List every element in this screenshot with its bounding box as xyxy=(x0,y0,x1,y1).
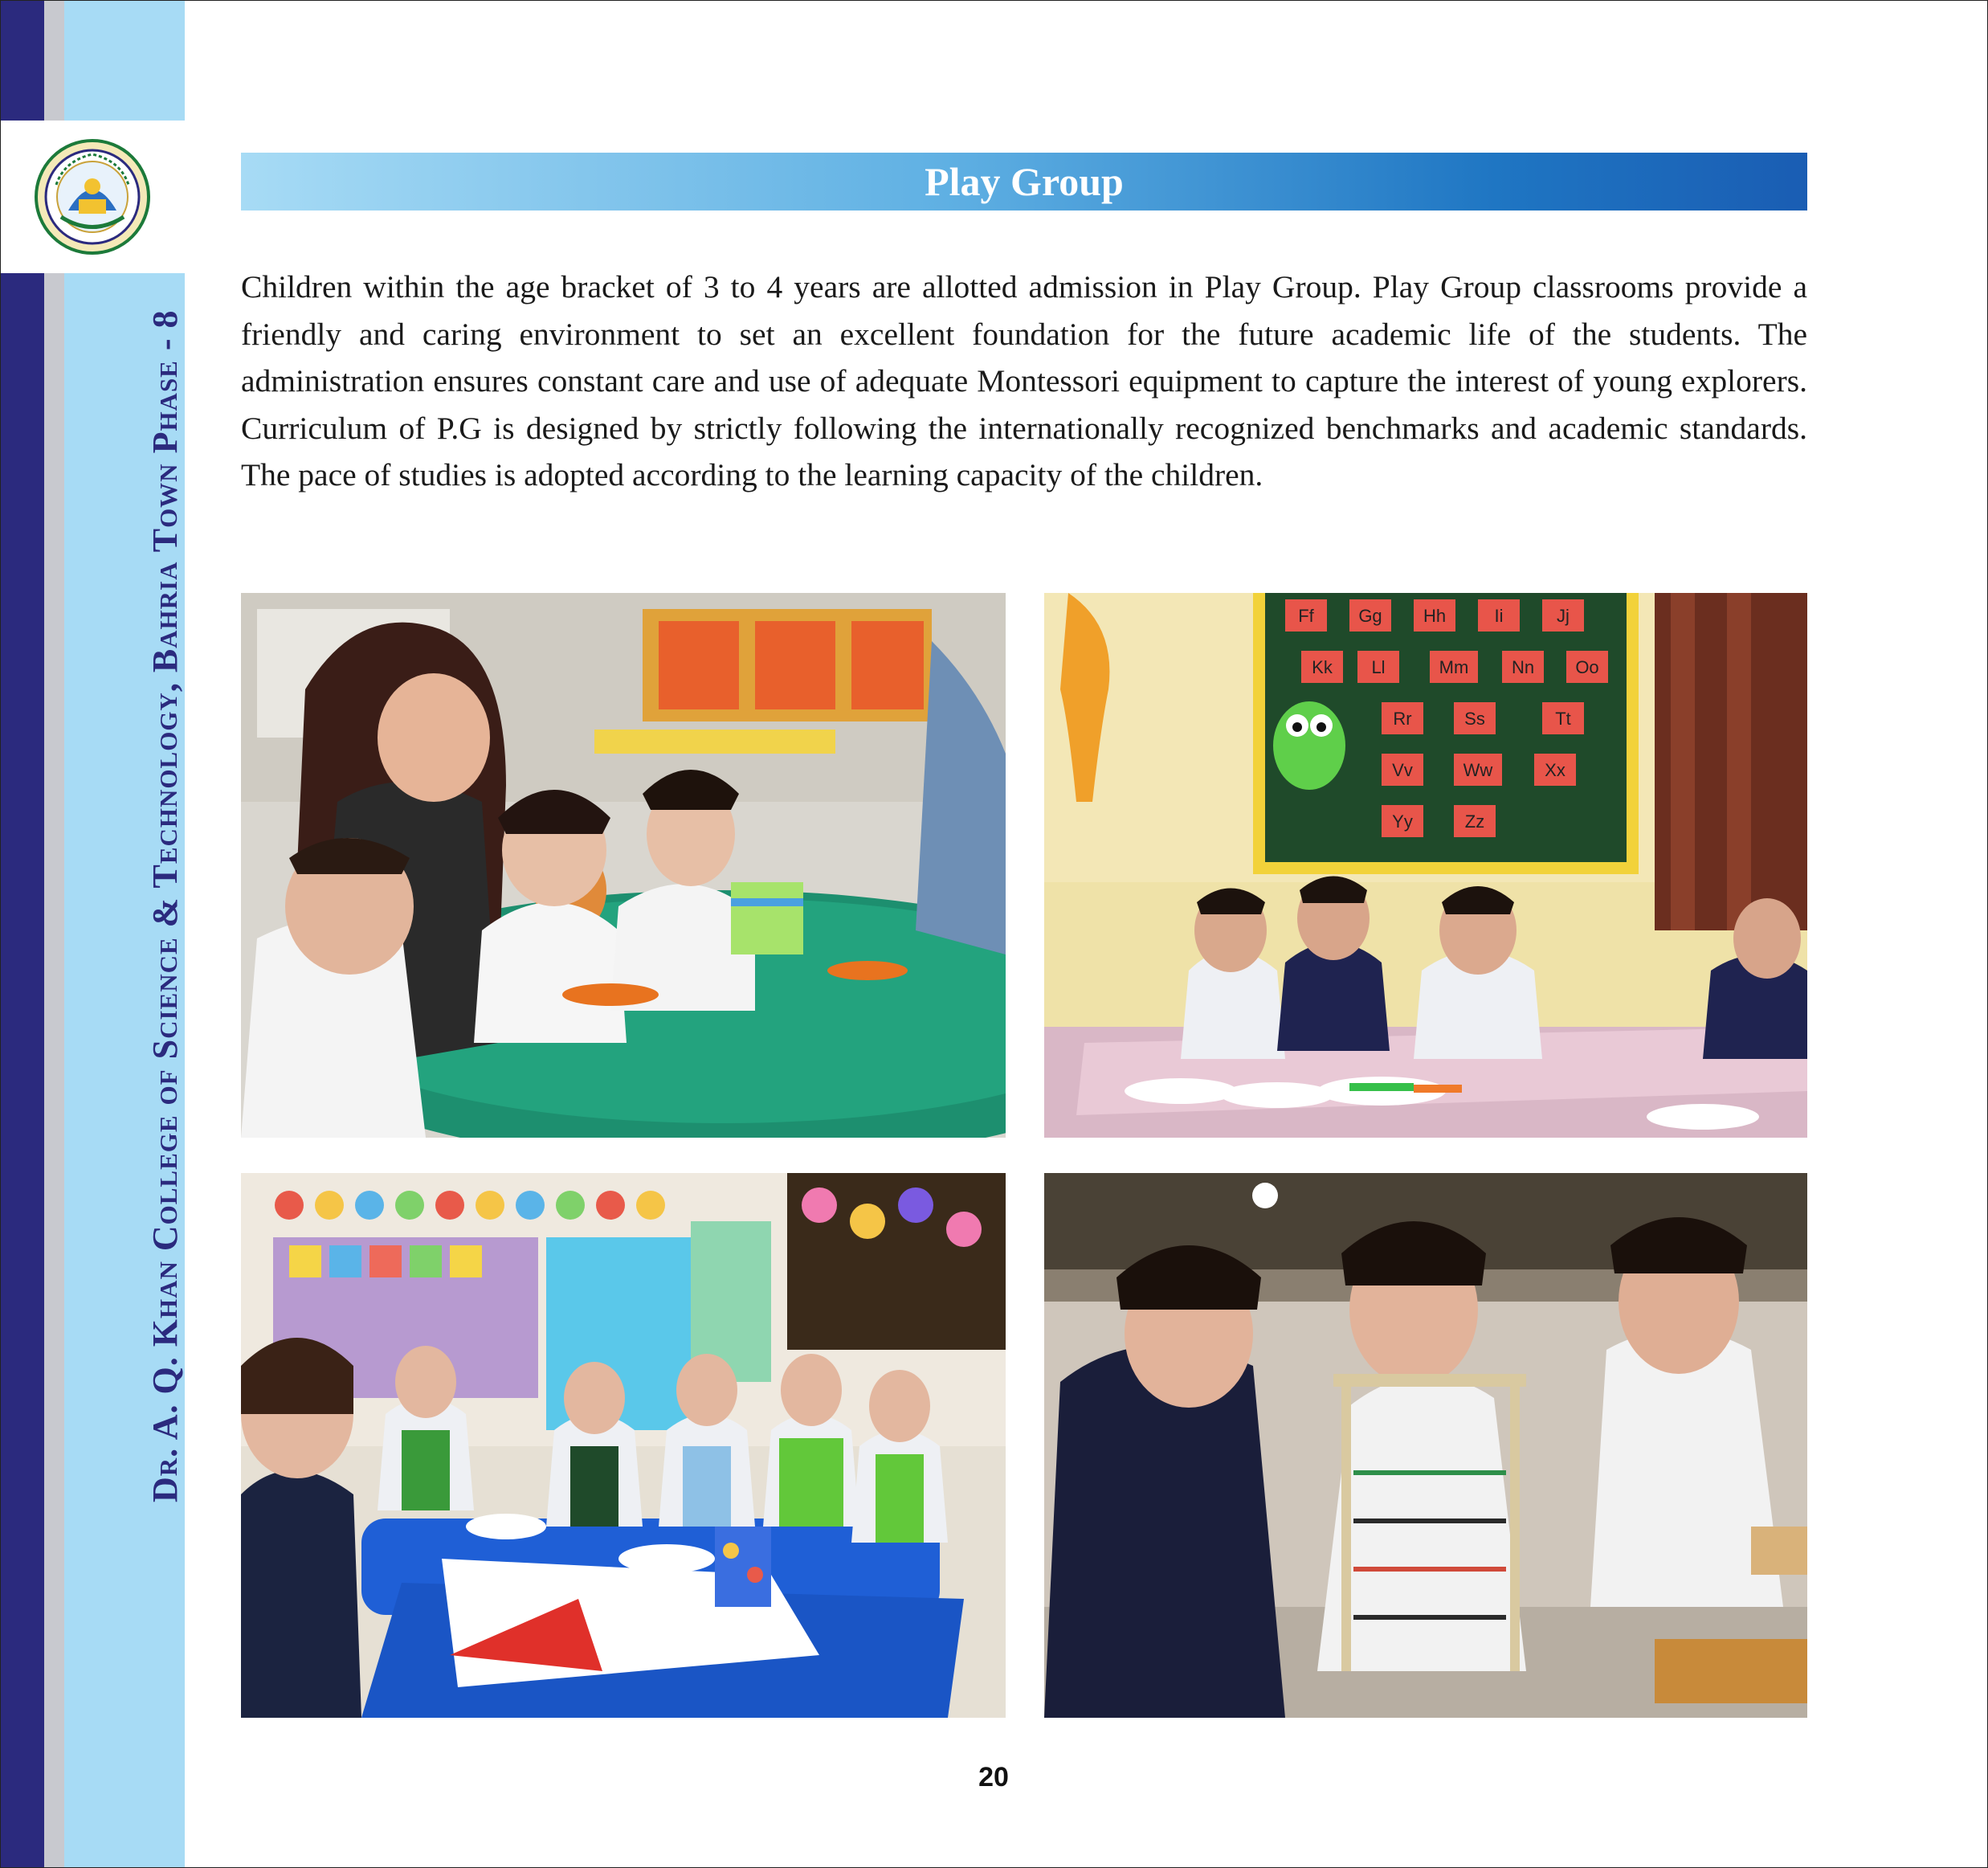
letter-card: Xx xyxy=(1545,760,1565,780)
letter-card: Ii xyxy=(1494,606,1504,626)
letter-card: Kk xyxy=(1312,657,1333,677)
letter-card: Ll xyxy=(1371,657,1386,677)
photo-alphabet-board-class xyxy=(1044,593,1807,1138)
letter-card: Ss xyxy=(1464,709,1485,729)
letter-card: Tt xyxy=(1555,709,1571,729)
letter-card: Oo xyxy=(1575,657,1599,677)
letter-card: Vv xyxy=(1392,760,1413,780)
college-crest-icon xyxy=(32,137,153,257)
letter-card: Hh xyxy=(1423,606,1447,626)
letter-card: Zz xyxy=(1464,811,1485,832)
letter-card: Mm xyxy=(1439,657,1469,677)
photo-teacher-with-children xyxy=(241,593,1006,1138)
letter-card: Rr xyxy=(1393,709,1412,729)
section-title: Play Group xyxy=(925,159,1124,204)
sidebar-college-name xyxy=(0,273,185,1519)
letter-card: Jj xyxy=(1557,606,1570,626)
intro-paragraph: Children within the age bracket of 3 to 4 years are allotted admission in Play Group. Play Group classrooms provide a friendly and caring environment to set an excellent foundation for the future academic life of the students. The administration ensures constant care and use of adequate Montessori equipment to capture the interest of young explorers. Curriculum of P.G is designed by strictly following the internationally recognized benchmarks and academic standards. The pace of studies is adopted according to the learning capacity of the children. xyxy=(241,269,1807,493)
letter-card: Yy xyxy=(1392,811,1413,832)
photo-painting-activity xyxy=(241,1173,1006,1718)
college-name-text: Dr. A. Q. Khan College of Science & Technology, Bahria Town Phase - 8 xyxy=(145,309,185,1502)
page-number: 20 xyxy=(978,1762,1009,1792)
college-logo xyxy=(0,121,185,273)
letter-card: Ff xyxy=(1298,606,1314,626)
photo-montessori-abacus xyxy=(1044,1173,1807,1718)
letter-card: Ww xyxy=(1463,760,1493,780)
section-title-bar xyxy=(241,153,1807,211)
letter-card: Gg xyxy=(1358,606,1382,626)
letter-card: Nn xyxy=(1511,657,1535,677)
